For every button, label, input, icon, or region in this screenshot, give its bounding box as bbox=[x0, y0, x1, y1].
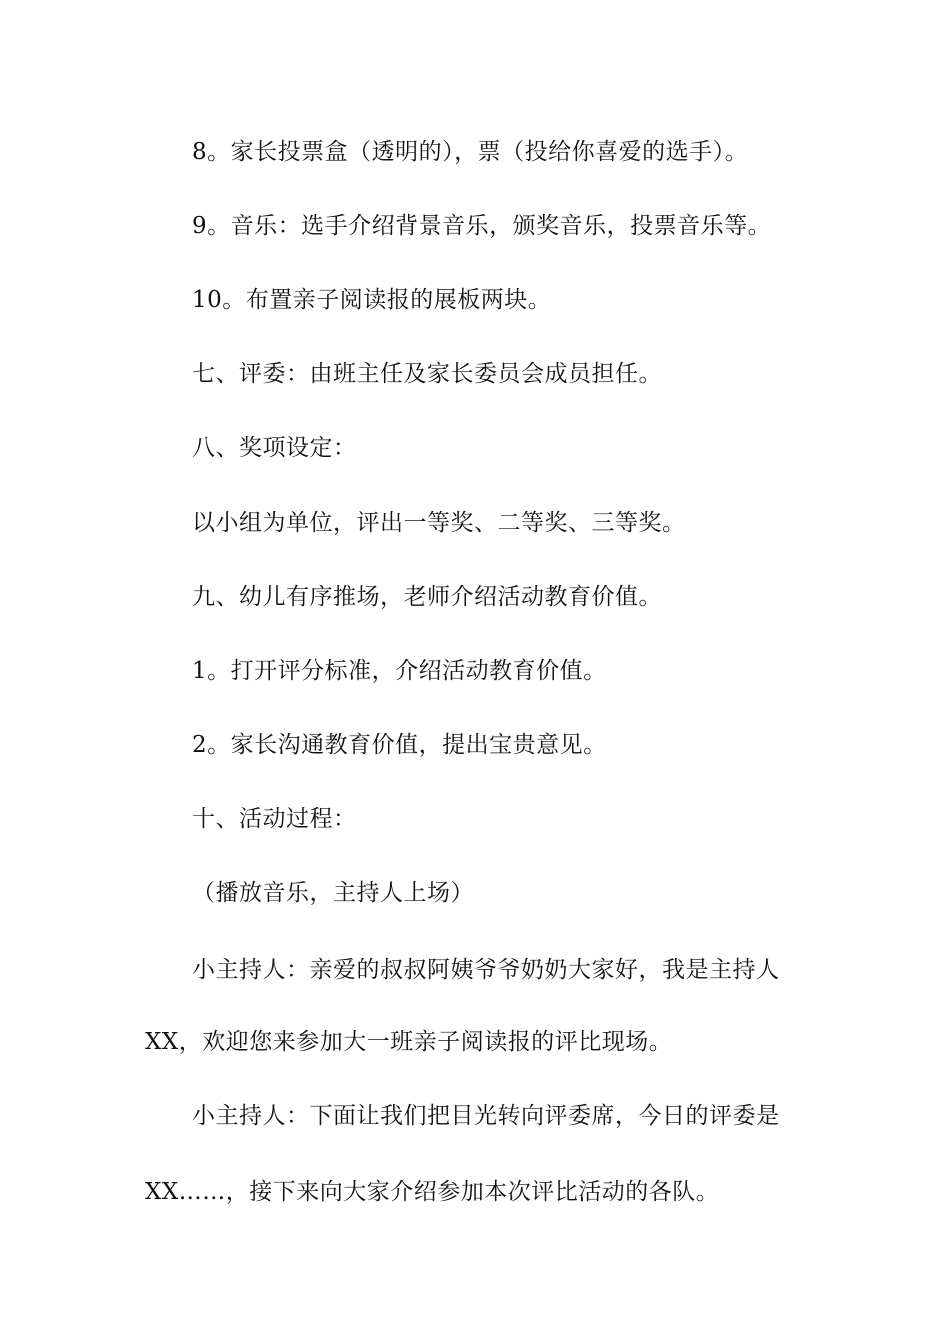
text-line-item-1: 1。打开评分标准，介绍活动教育价值。 bbox=[192, 658, 607, 684]
text-line-item-9: 9。音乐：选手介绍背景音乐，颁奖音乐，投票音乐等。 bbox=[192, 213, 772, 239]
text-line-item-8: 8。家长投票盒（透明的），票（投给你喜爱的选手）。 bbox=[192, 139, 749, 165]
section-heading-awards: 八、奖项设定： bbox=[192, 435, 357, 461]
section-heading-nine: 九、幼儿有序推场，老师介绍活动教育价值。 bbox=[192, 584, 662, 610]
text-line-stage-note: （播放音乐，主持人上场） bbox=[192, 880, 474, 906]
paragraph-host-1-line-2: XX，欢迎您来参加大一班亲子阅读报的评比现场。 bbox=[145, 1029, 673, 1055]
text-line-item-2: 2。家长沟通教育价值，提出宝贵意见。 bbox=[192, 732, 607, 758]
paragraph-host-1-line-1: 小主持人：亲爱的叔叔阿姨爷爷奶奶大家好，我是主持人 bbox=[192, 957, 780, 983]
section-heading-process: 十、活动过程： bbox=[192, 806, 357, 832]
section-heading-judges: 七、评委：由班主任及家长委员会成员担任。 bbox=[192, 361, 662, 387]
text-line-awards-detail: 以小组为单位，评出一等奖、二等奖、三等奖。 bbox=[192, 510, 686, 536]
paragraph-host-2-line-1: 小主持人：下面让我们把目光转向评委席，今日的评委是 bbox=[192, 1103, 780, 1129]
text-line-item-10: 10。布置亲子阅读报的展板两块。 bbox=[192, 287, 552, 313]
paragraph-host-2-line-2: XX……，接下来向大家介绍参加本次评比活动的各队。 bbox=[145, 1179, 720, 1205]
